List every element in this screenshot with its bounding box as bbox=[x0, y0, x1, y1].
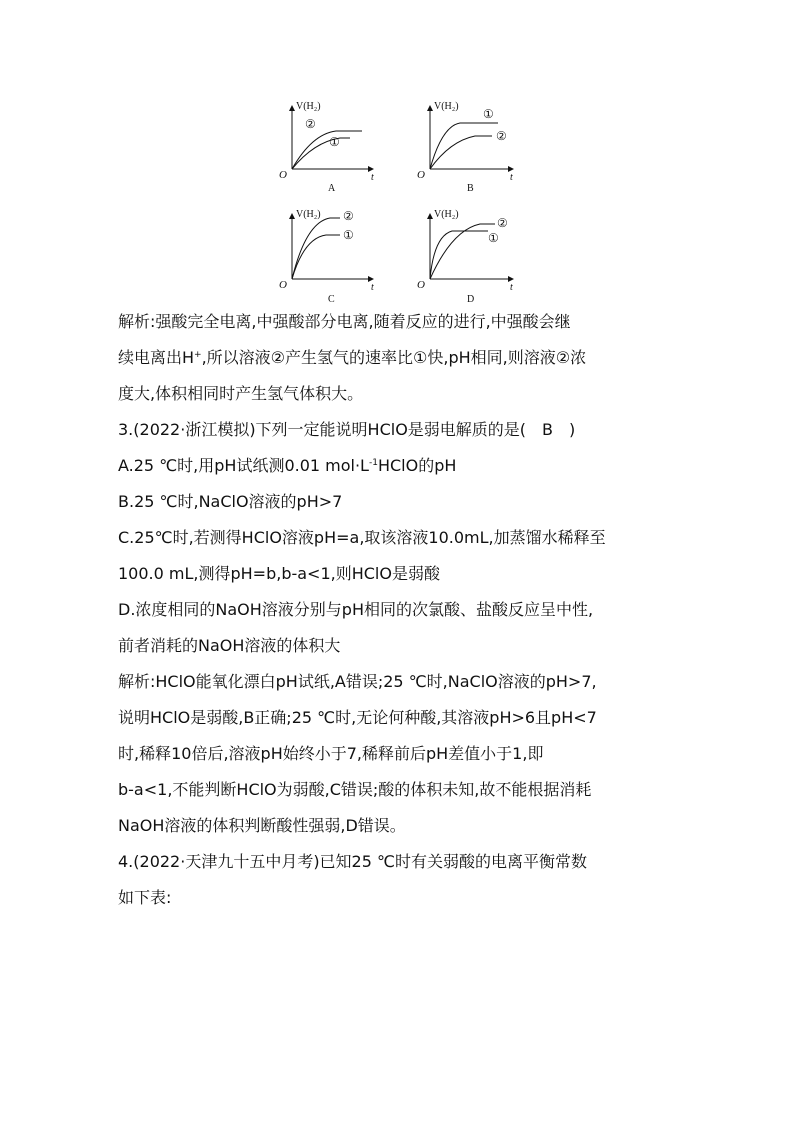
question-4-stem-cont: 如下表: bbox=[118, 888, 172, 907]
graph-a bbox=[279, 101, 374, 194]
graph-letter: D bbox=[467, 294, 475, 305]
graph-d bbox=[417, 209, 513, 305]
graph-c bbox=[279, 209, 374, 305]
curve-1-label: ① bbox=[343, 228, 354, 242]
analysis-1-line: 解析:强酸完全电离,中强酸部分电离,随着反应的进行,中强酸会继 bbox=[118, 312, 571, 331]
y-axis-label: V(H₂) bbox=[296, 209, 321, 220]
y-axis-label: V(H₂) bbox=[434, 209, 459, 220]
option-text: A.25 ℃时,用pH试纸测0.01 mol·L bbox=[118, 456, 369, 475]
analysis-1-line: 度大,体积相同时产生氢气体积大。 bbox=[118, 384, 364, 403]
reaction-graphs-figure bbox=[270, 96, 530, 306]
curve-2 bbox=[292, 218, 340, 279]
analysis-3-line: 说明HClO是弱酸,B正确;25 ℃时,无论何种酸,其溶液pH>6且pH<7 bbox=[118, 708, 597, 727]
origin-label: O bbox=[279, 169, 287, 181]
x-axis-label: t bbox=[510, 172, 513, 183]
x-axis-label: t bbox=[510, 282, 513, 293]
question-3-stem: 3.(2022·浙江模拟)下列一定能说明HClO是弱电解质的是( B ) bbox=[118, 420, 576, 439]
curve-1 bbox=[292, 138, 350, 169]
curve-2-label: ② bbox=[343, 209, 354, 223]
option-c: C.25℃时,若测得HClO溶液pH=a,取该溶液10.0mL,加蒸馏水稀释至 bbox=[118, 528, 606, 547]
curve-2-label: ② bbox=[496, 129, 507, 143]
graph-letter: A bbox=[328, 183, 336, 194]
option-a bbox=[118, 448, 686, 484]
y-axis-label: V(H₂) bbox=[434, 101, 459, 112]
curve-1-label: ① bbox=[483, 107, 494, 121]
analysis-3-line: NaOH溶液的体积判断酸性强弱,D错误。 bbox=[118, 816, 406, 835]
curve-2 bbox=[430, 224, 495, 279]
analysis-3-line: 解析:HClO能氧化漂白pH试纸,A错误;25 ℃时,NaClO溶液的pH>7, bbox=[118, 672, 597, 691]
curve-1 bbox=[430, 123, 498, 169]
curve-2 bbox=[430, 136, 492, 169]
question-4-stem: 4.(2022·天津九十五中月考)已知25 ℃时有关弱酸的电离平衡常数 bbox=[118, 852, 587, 871]
origin-label: O bbox=[279, 279, 287, 291]
curve-1-label: ① bbox=[488, 231, 499, 245]
curve-1 bbox=[430, 231, 488, 279]
option-text: HClO的pH bbox=[377, 456, 457, 475]
origin-label: O bbox=[417, 279, 425, 291]
option-c-cont: 100.0 mL,测得pH=b,b-a<1,则HClO是弱酸 bbox=[118, 564, 440, 583]
x-axis-label: t bbox=[371, 172, 374, 183]
y-axis-label: V(H₂) bbox=[296, 101, 321, 112]
curve-2 bbox=[292, 131, 362, 169]
option-d-cont: 前者消耗的NaOH溶液的体积大 bbox=[118, 636, 341, 655]
curve-2-label: ② bbox=[497, 216, 508, 230]
analysis-text: 续电离出H bbox=[118, 348, 195, 367]
origin-label: O bbox=[417, 169, 425, 181]
curve-1-label: ① bbox=[329, 135, 340, 149]
analysis-text: ,所以溶液②产生氢气的速率比①快,pH相同,则溶液②浓 bbox=[201, 348, 587, 367]
document-body bbox=[118, 304, 686, 916]
option-d: D.浓度相同的NaOH溶液分别与pH相同的次氯酸、盐酸反应呈中性, bbox=[118, 600, 594, 619]
x-axis-label: t bbox=[371, 282, 374, 293]
option-b: B.25 ℃时,NaClO溶液的pH>7 bbox=[118, 492, 343, 511]
superscript: + bbox=[194, 350, 202, 360]
curve-2-label: ② bbox=[305, 117, 316, 131]
graph-letter: C bbox=[328, 294, 335, 305]
analysis-1-line bbox=[118, 340, 686, 376]
graph-b bbox=[417, 101, 513, 194]
superscript: -1 bbox=[368, 458, 378, 468]
curve-1 bbox=[292, 235, 340, 279]
graph-letter: B bbox=[467, 183, 474, 194]
analysis-3-line: b-a<1,不能判断HClO为弱酸,C错误;酸的体积未知,故不能根据消耗 bbox=[118, 780, 592, 799]
analysis-3-line: 时,稀释10倍后,溶液pH始终小于7,稀释前后pH差值小于1,即 bbox=[118, 744, 544, 763]
